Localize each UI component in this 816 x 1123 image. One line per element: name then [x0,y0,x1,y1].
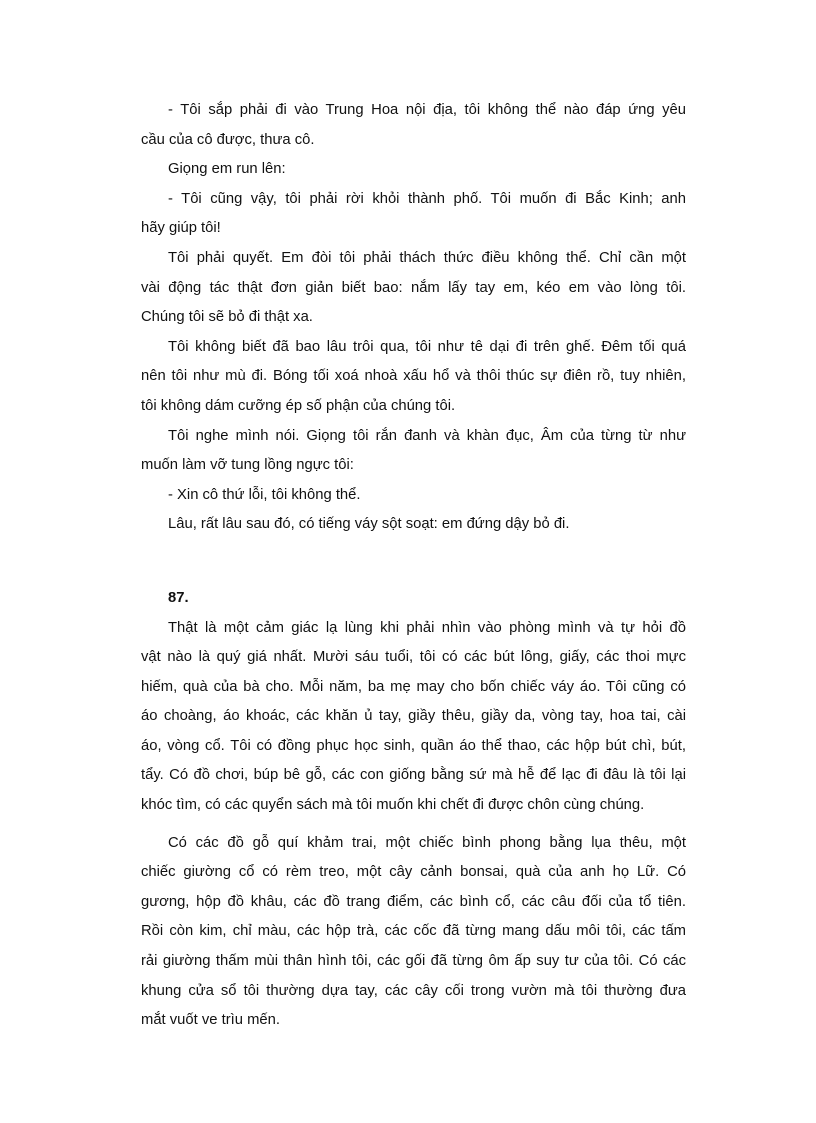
text-line: vật nào là quý giá nhất. Mười sáu tuổi, tôi có các bút lông, giấy, các thoi mực [141,649,686,666]
text-line: chiếc giường cổ có rèm treo, một cây cảnh bonsai, quà của anh họ Lữ. Có [141,864,686,881]
text-line: Có các đồ gỗ quí khảm trai, một chiếc bình phong bằng lụa thêu, một [168,834,686,851]
paragraph [141,422,686,481]
text-line: vài động tác thật đơn giản biết bao: nắm lấy tay em, kéo em vào lòng tôi. [141,279,686,296]
text-line: áo, vòng cổ. Tôi có đồng phục học sinh, quần áo thể thao, các hộp bút chì, bút, [141,737,686,754]
text-line: cầu của cô được, thưa cô. [141,131,315,148]
text-line: Giọng em run lên: [168,161,286,178]
paragraph [141,614,686,821]
text-line: - Tôi cũng vậy, tôi phải rời khỏi thành phố. Tôi muốn đi Bắc Kinh; anh [168,190,686,207]
paragraph [141,185,686,244]
text-line: muốn làm vỡ tung lồng ngực tôi: [141,457,354,474]
text-line: nên tôi như mù đi. Bóng tối xoá nhoà xấu hổ và thôi thúc sự điên rồ, tuy nhiên, [141,368,686,385]
text-line: tẩy. Có đồ chơi, búp bê gỗ, các con giống bằng sứ mà hễ để lạc đi đâu là tôi lại [141,767,686,784]
text-line: Tôi không biết đã bao lâu trôi qua, tôi như tê dại đi trên ghế. Đêm tối quá [168,338,686,355]
paragraph [168,155,686,185]
chapter-number: 87. [168,589,189,606]
text-line: Lâu, rất lâu sau đó, có tiếng váy sột soạt: em đứng dậy bỏ đi. [168,516,570,533]
paragraph [141,96,686,155]
text-line: áo choàng, áo khoác, các khăn ủ tay, giầy thêu, giầy da, vòng tay, hoa tai, cài [141,708,686,725]
text-line: tôi không dám cưỡng ép số phận của chúng tôi. [141,397,456,414]
text-line: Rồi còn kim, chỉ màu, các hộp trà, các cốc đã từng mang dấu môi tôi, các tấm [141,923,686,940]
text-line: Chúng tôi sẽ bỏ đi thật xa. [141,309,313,326]
document-page [141,96,686,1036]
paragraph [168,481,686,511]
text-line: gương, hộp đồ khâu, các đồ trang điểm, các bình cổ, các câu đối của tổ tiên. [141,893,686,910]
text-line: khung cửa sổ tôi thường dựa tay, các cây cối trong vườn mà tôi thường đưa [141,982,686,999]
text-line: - Tôi sắp phải đi vào Trung Hoa nội địa, tôi không thể nào đáp ứng yêu [168,102,686,118]
text-line: - Xin cô thứ lỗi, tôi không thể. [168,486,361,503]
text-line: Tôi nghe mình nói. Giọng tôi rắn đanh và khàn đục, Âm của từng từ như [168,427,686,444]
paragraph [141,333,686,422]
text-line: hãy giúp tôi! [141,220,221,237]
text-line: Thật là một cảm giác lạ lùng khi phải nhìn vào phòng mình và tự hỏi đồ [168,619,686,636]
text-line: rải giường thấm mùi thân hình tôi, các gối đã từng ôm ấp suy tư của tôi. Có các [141,953,686,970]
paragraph [141,244,686,333]
paragraph [141,829,686,1036]
text-line: mắt vuốt ve trìu mến. [141,1012,280,1029]
paragraph [168,510,686,540]
text-line: Tôi phải quyết. Em đòi tôi phải thách thức điều không thể. Chỉ cần một [168,249,686,266]
text-line: hiếm, quà của bà cho. Mỗi năm, ba mẹ may cho bốn chiếc váy áo. Tôi cũng có [141,678,686,695]
text-line: khóc tìm, có các quyển sách mà tôi muốn khi chết đi được chôn cùng chúng. [141,797,645,814]
